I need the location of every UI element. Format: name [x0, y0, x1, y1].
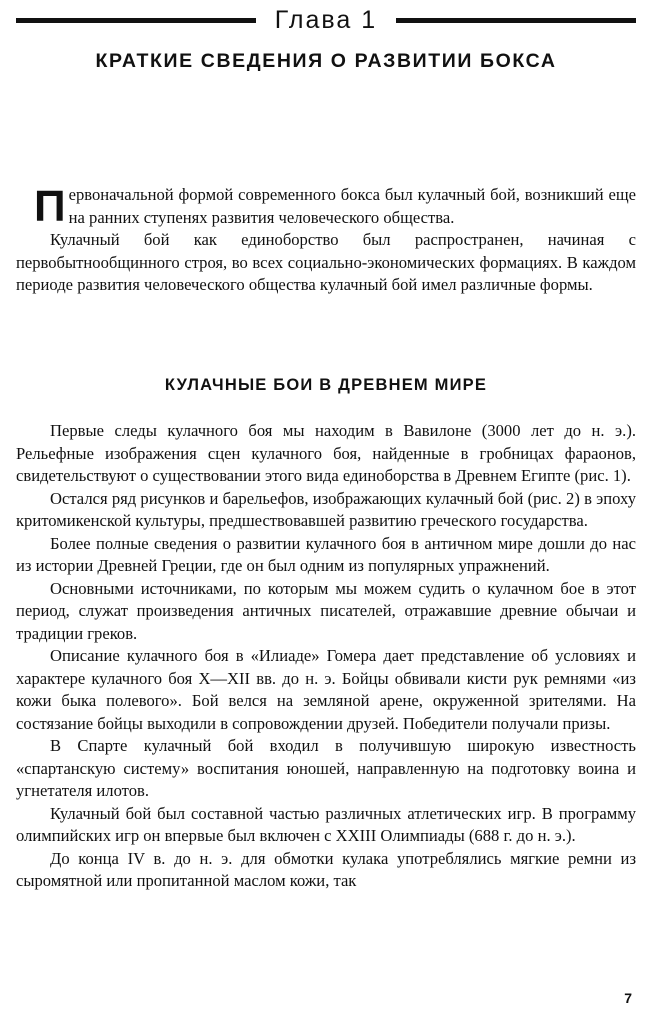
- section-paragraph: Более полные сведения о развитии кулачного боя в античном мире дошли до нас из истории Древней Греции, где он был одним из популярных упражнений.: [16, 533, 636, 575]
- intro-paragraph-1-text: ервоначальной формой современного бокса был кулачный бой, возникший еще на ранних ступенях развития человеческого общества.: [68, 185, 636, 227]
- header-rule-right: [396, 18, 636, 23]
- section-paragraph: Основными источниками, по которым мы можем судить о кулачном бое в этот период, служат произведения античных писателей, отражавшие древние обычаи и традиции греков.: [16, 578, 636, 643]
- section-heading: КУЛАЧНЫЕ БОИ В ДРЕВНЕМ МИРЕ: [164, 376, 488, 394]
- chapter-title: КРАТКИЕ СВЕДЕНИЯ О РАЗВИТИИ БОКСА: [95, 50, 557, 72]
- intro-text: [16, 184, 636, 297]
- header-rule-left: [16, 18, 256, 23]
- intro-paragraph-2: Кулачный бой как единоборство был распространен, начиная с первобытнообщинного строя, во всех социально-экономических формациях. В каждом периоде развития человеческого общества кулачный бой имел различные формы.: [16, 230, 636, 294]
- drop-cap: П: [34, 182, 66, 231]
- section-paragraph: Описание кулачного боя в «Илиаде» Гомера дает представление об условиях и характере кулачного боя X—XII вв. до н. э. Бойцы обвивали кисти рук ремнями «из кожи быка полевого». Бой велся на земляной арене, окруженной зрителями. На состязание бойцы выходили в сопровождении друзей. Победители получали призы.: [16, 646, 636, 733]
- chapter-header: [16, 8, 636, 34]
- section-paragraph: До конца IV в. до н. э. для обмотки кулака употреблялись мягкие ремни из сыромятной или пропитанной маслом кожи, так: [16, 848, 636, 890]
- chapter-label: Глава 1: [274, 6, 378, 34]
- section-paragraph: В Спарте кулачный бой входил в получившую широкую известность «спартанскую систему» воспитания юношей, направленную на подготовку воина и угнетателя илотов.: [16, 736, 636, 800]
- section-paragraph: Кулачный бой был составной частью различных атлетических игр. В программу олимпийских игр он впервые был включен с XXIII Олимпиады (688 г. до н. э.).: [16, 803, 636, 845]
- section-paragraph: Первые следы кулачного боя мы находим в Вавилоне (3000 лет до н. э.). Рельефные изображения сцен кулачного боя, найденные в гробницах фараонов, свидетельствуют о существовании этого вида единоборства в Древнем Египте (рис. 1).: [16, 421, 636, 485]
- page-number: 7: [624, 990, 632, 1006]
- section-paragraph: Остался ряд рисунков и барельефов, изображающих кулачный бой (рис. 2) в эпоху критомикенской культуры, предшествовавшей развитию греческого государства.: [16, 488, 636, 530]
- section-text: [16, 420, 636, 893]
- intro-paragraph-1: [16, 184, 636, 229]
